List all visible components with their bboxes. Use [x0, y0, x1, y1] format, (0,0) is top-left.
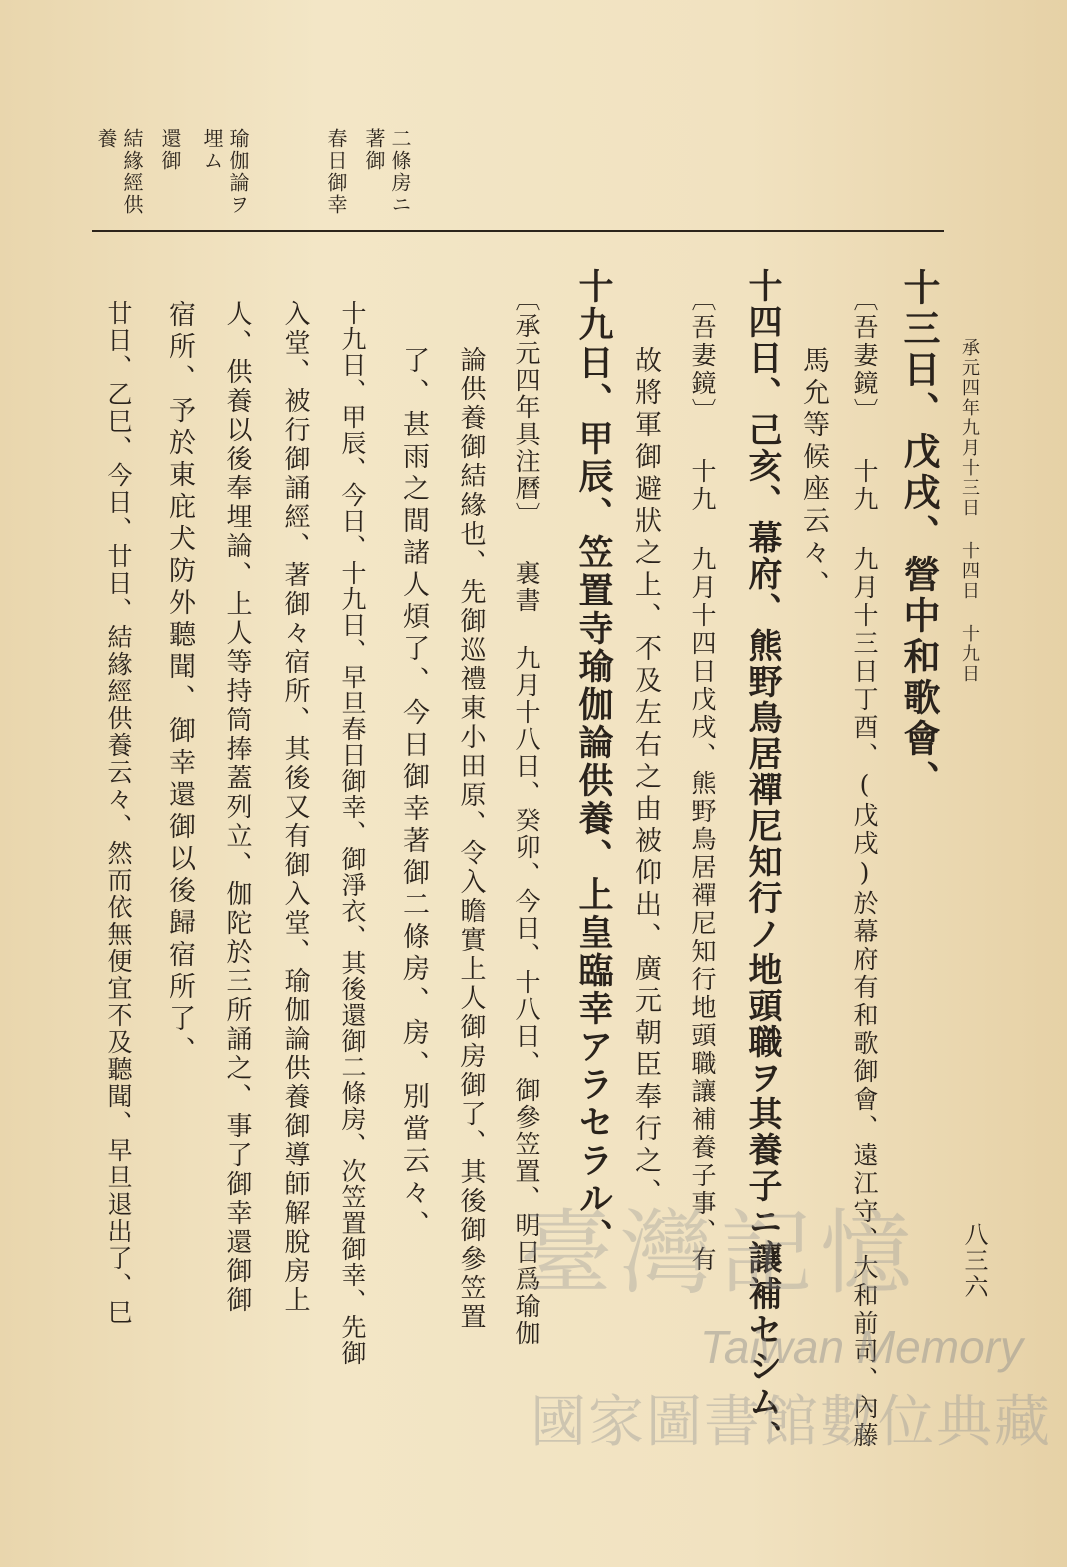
text-line: 〔吾妻鏡〕 十九 九月十三日丁酉、(戊戌)於幕府有和歌御會、遠江守、大和前司、內藤 — [850, 286, 879, 1450]
page-number: 八三六 — [960, 1222, 988, 1300]
text-line: 馬允等候座云々、 — [798, 346, 829, 602]
entry-heading: 十三日、戊戌、營中和歌會、 — [897, 268, 941, 801]
text-line: 人、供養以後奉埋論、上人等持筒捧蓋列立、伽陀於三所誦之、事了御幸還御御 — [222, 300, 252, 1315]
text-line: 了、甚雨之間諸人煩了、今日御幸著御二條房、房、別當云々、 — [398, 346, 429, 1242]
watermark-english: Taiwan Memory — [700, 1321, 1023, 1373]
horizontal-rule — [92, 230, 944, 232]
watermark-logo: 臺灣記憶 — [520, 1200, 921, 1307]
entry-heading: 十四日、己亥、幕府、熊野鳥居禪尼知行ノ地頭職ヲ其養子ニ讓補セシム、 — [742, 268, 782, 1456]
entry-heading: 十九日、甲辰、笠置寺瑜伽論供養、上皇臨幸アラセラル、 — [573, 268, 614, 1256]
marginal-note: 結緣經供 — [120, 128, 144, 216]
text-line: 故將軍御避狀之上、不及左右之由被仰出、廣元朝臣奉行之、 — [630, 346, 661, 1210]
watermark-subtitle: 國家圖書館數位典藏 — [530, 1390, 1052, 1455]
text-line: 十九日、甲辰、今日、十九日、早旦春日御幸、御淨衣、其後還御二條房、次笠置御幸、先御 — [338, 300, 367, 1366]
text-line: 入堂、被行御誦經、著御々宿所、其後又有御入堂、瑜伽論供養御導師解脫房上 — [280, 300, 310, 1315]
marginal-note: 二條房ニ — [388, 128, 412, 216]
text-line: 論供養御結緣也、先御巡禮東小田原、令入瞻實上人御房御了、其後御參笠置 — [456, 346, 486, 1332]
marginal-note: 養 — [94, 128, 118, 150]
marginal-note: 還御 — [158, 128, 182, 172]
marginal-note: 瑜伽論ヲ — [226, 128, 250, 216]
marginal-note: 春日御幸 — [324, 128, 348, 216]
running-head: 承元四年九月十三日 十四日 十九日 — [959, 338, 980, 684]
marginal-note: 埋ム — [200, 128, 224, 172]
marginal-note: 著御 — [362, 128, 386, 172]
text-line: 〔承元四年具注曆〕 裏書 九月十八日、癸卯、今日、十八日、御參笠置、明日爲瑜伽 — [512, 286, 541, 1347]
text-line: 宿所、予於東庇犬防外聽聞、御幸還御以後歸宿所了、 — [164, 300, 195, 1068]
text-line: 〔吾妻鏡〕 十九 九月十四日戊戌、熊野鳥居禪尼知行地頭職讓補養子事、有 — [688, 286, 717, 1274]
text-line: 廿日、乙巳、今日、廿日、結緣經供養云々、然而依無便宜不及聽聞、早旦退出了、巳 — [104, 300, 133, 1326]
